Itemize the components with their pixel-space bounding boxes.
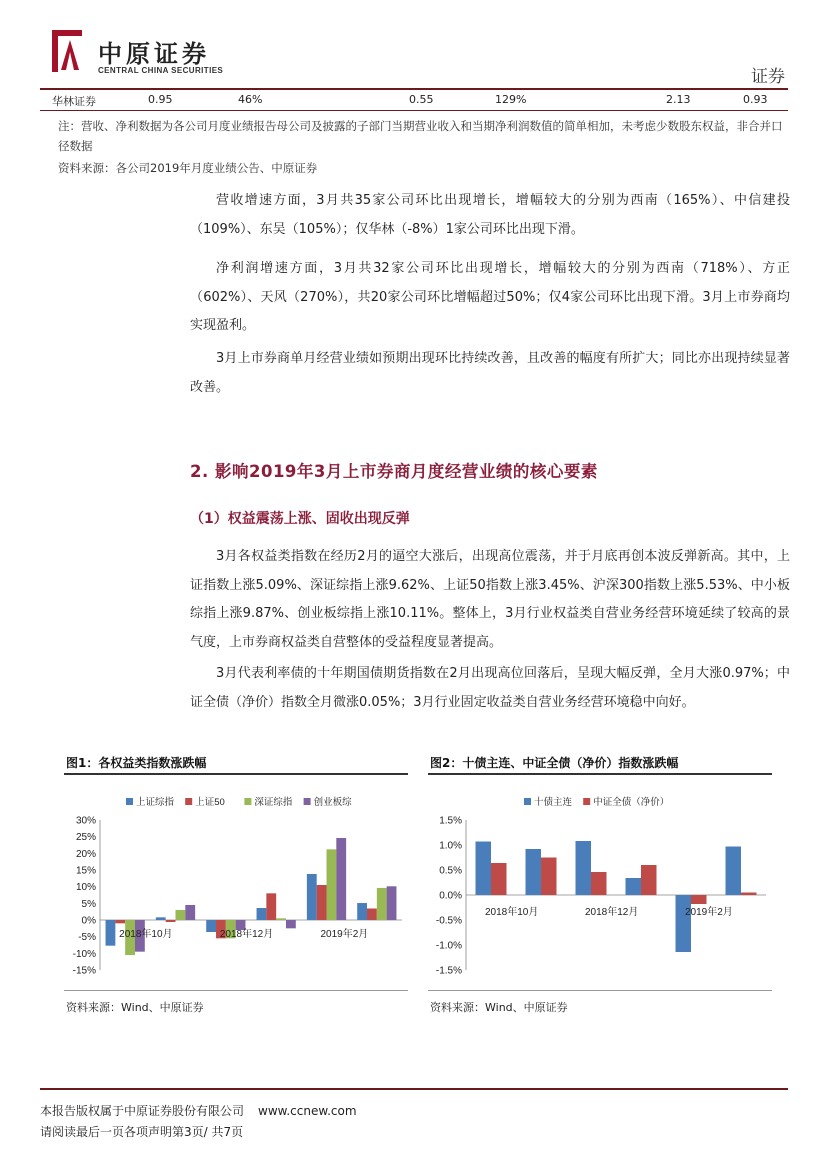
legend-label: 上证综指 xyxy=(136,797,175,808)
figure2-bottom-rule xyxy=(428,990,772,991)
bar-上证50 xyxy=(266,893,276,920)
y-tick-label: 5% xyxy=(81,898,96,910)
figure2-source: 资料来源：Wind、中原证券 xyxy=(430,1001,568,1014)
x-tick-label: 2018年10月 xyxy=(485,907,539,918)
section-tag: 证券 xyxy=(751,67,785,87)
footer-copyright-line xyxy=(40,1102,357,1119)
bar-深证综指 xyxy=(327,849,337,920)
y-tick-label: -10% xyxy=(72,948,96,960)
table-cell: 0.95 xyxy=(148,93,173,106)
bar-十债主连 xyxy=(726,847,742,896)
table-note: 注：营收、净利数据为各公司月度业绩报告母公司及披露的子部门当期营业收入和当期净利润数值的简单相加，未考虑少数股东权益，非合并口径数据 xyxy=(58,119,783,153)
legend-swatch xyxy=(185,798,192,805)
table-cell: 129% xyxy=(495,93,527,106)
table-cell: 0.93 xyxy=(743,93,768,106)
bar-创业板综 xyxy=(185,905,195,920)
y-tick-label: 0% xyxy=(81,915,96,927)
bar-中证全债（净价） xyxy=(541,858,557,896)
bar-上证50 xyxy=(317,885,327,920)
bar-中证全债（净价） xyxy=(741,893,757,896)
bar-上证50 xyxy=(166,920,176,922)
bar-创业板综 xyxy=(286,920,296,928)
y-tick-label: 25% xyxy=(75,832,96,844)
table-cell: 0.55 xyxy=(409,93,434,106)
x-tick-label: 2018年12月 xyxy=(219,929,274,940)
figure1-bottom-rule xyxy=(64,990,408,991)
bar-十债主连 xyxy=(476,842,492,896)
y-tick-label: -15% xyxy=(72,965,96,977)
figure1-title: 图1：各权益类指数涨跌幅 xyxy=(66,756,207,770)
y-tick-label: 15% xyxy=(75,865,96,877)
y-tick-label: 20% xyxy=(75,848,96,860)
y-tick-label: -0.5% xyxy=(435,915,462,927)
y-tick-label: -1.0% xyxy=(435,940,462,952)
bar-深证综指 xyxy=(377,888,387,920)
bar-创业板综 xyxy=(336,838,346,920)
table-row xyxy=(40,90,788,111)
bar-十债主连 xyxy=(526,849,542,895)
bar-十债主连 xyxy=(576,841,592,895)
equity-index-chart xyxy=(64,776,408,988)
legend-swatch xyxy=(244,798,251,805)
legend-label: 创业板综 xyxy=(313,797,352,808)
bar-上证50 xyxy=(367,909,377,921)
bar-上证综指 xyxy=(106,920,116,946)
x-tick-label: 2019年2月 xyxy=(685,907,733,918)
figure2-title: 图2：十债主连、中证全债（净价）指数涨跌幅 xyxy=(430,756,679,770)
bar-十债主连 xyxy=(626,878,642,895)
bar-中证全债（净价） xyxy=(591,872,607,895)
y-tick-label: 0.5% xyxy=(439,865,462,877)
x-tick-label: 2019年2月 xyxy=(320,929,369,940)
bar-上证综指 xyxy=(357,903,367,920)
bar-上证综指 xyxy=(257,908,267,920)
legend-swatch xyxy=(126,798,133,805)
footer-url[interactable]: www.ccnew.com xyxy=(258,1104,357,1118)
paragraph-summary: 3月上市券商单月经营业绩如预期出现环比持续改善，且改善的幅度有所扩大；同比亦出现持续显著改善。 xyxy=(190,351,790,395)
company-logo xyxy=(52,30,84,72)
bar-中证全债（净价） xyxy=(641,865,657,895)
y-tick-label: 10% xyxy=(75,882,96,894)
section-heading: 2. 影响2019年3月上市券商月度经营业绩的核心要素 xyxy=(190,462,598,481)
paragraph-profit: 净利润增速方面，3月共32家公司环比出现增长，增幅较大的分别为西南（718%）、方正（602%）、天风（270%），共20家公司环比增幅超过50%；仅4家公司环比出现下滑。3月上市券商均实现盈利。 xyxy=(190,261,790,333)
table-cell-name: 华林证券 xyxy=(52,95,96,108)
y-tick-label: -5% xyxy=(78,932,96,944)
figure2-divider xyxy=(428,773,772,775)
bar-上证综指 xyxy=(206,920,216,932)
bar-创业板综 xyxy=(387,886,397,920)
table-source: 资料来源：各公司2019年月度业绩公告、中原证券 xyxy=(58,161,318,175)
paragraph-revenue: 营收增速方面，3月共35家公司环比出现增长，增幅较大的分别为西南（165%）、中信建投（109%）、东吴（105%）；仅华林（-8%）1家公司环比出现下滑。 xyxy=(190,193,790,237)
figure1-divider xyxy=(64,773,408,775)
paragraph-equity: 3月各权益类指数在经历2月的逼空大涨后，出现高位震荡，并于月底再创本波反弹新高。其中，上证指数上涨5.09%、深证综指上涨9.62%、上证50指数上涨3.45%、沪深300指数上涨5.53%、中小板综指上涨9.87%、创业板综指上涨10.11%。整体上，3月行业权益类自营业务经营环境延续了较高的景气度，上市券商权益类自营整体的受益程度显著提高。 xyxy=(190,549,790,650)
y-tick-label: 0.0% xyxy=(439,890,462,902)
y-tick-label: 1.5% xyxy=(439,815,462,827)
bar-上证综指 xyxy=(307,874,317,920)
bar-上证50 xyxy=(115,920,125,923)
bar-上证综指 xyxy=(156,917,166,920)
bar-中证全债（净价） xyxy=(691,895,707,904)
y-tick-label: 30% xyxy=(75,815,96,827)
subsection-heading: （1）权益震荡上涨、固收出现反弹 xyxy=(190,511,410,527)
bar-深证综指 xyxy=(276,918,286,920)
x-tick-label: 2018年12月 xyxy=(585,907,639,918)
legend-label: 中证全债（净价） xyxy=(593,797,670,808)
bond-index-chart xyxy=(428,776,772,988)
bar-十债主连 xyxy=(676,895,692,952)
company-name-en: CENTRAL CHINA SECURITIES xyxy=(98,66,224,75)
legend-swatch xyxy=(304,798,311,805)
bar-深证综指 xyxy=(176,910,186,920)
paragraph-fixed-income: 3月代表利率债的十年期国债期货指数在2月出现高位回落后，呈现大幅反弹，全月大涨0.97%；中证全债（净价）指数全月微涨0.05%；3月行业固定收益类自营业务经营环境稳中向好。 xyxy=(190,666,790,710)
table-cell: 46% xyxy=(238,93,263,106)
footer-copyright: 本报告版权属于中原证券股份有限公司 xyxy=(40,1104,245,1118)
legend-label: 十债主连 xyxy=(534,797,573,808)
y-tick-label: -1.5% xyxy=(435,965,462,977)
legend-swatch xyxy=(583,798,590,805)
figure1-source: 资料来源：Wind、中原证券 xyxy=(66,1001,204,1014)
y-tick-label: 1.0% xyxy=(439,840,462,852)
legend-label: 上证50 xyxy=(195,797,225,808)
footer-divider xyxy=(40,1088,788,1090)
x-tick-label: 2018年10月 xyxy=(119,929,173,940)
table-cell: 2.13 xyxy=(666,93,691,106)
footer-page-info: 请阅读最后一页各项声明第3页/ 共7页 xyxy=(40,1125,244,1139)
legend-swatch xyxy=(524,798,531,805)
legend-label: 深证综指 xyxy=(254,797,293,808)
company-name-cn: 中原证券 xyxy=(98,39,210,68)
bar-中证全债（净价） xyxy=(491,863,507,895)
